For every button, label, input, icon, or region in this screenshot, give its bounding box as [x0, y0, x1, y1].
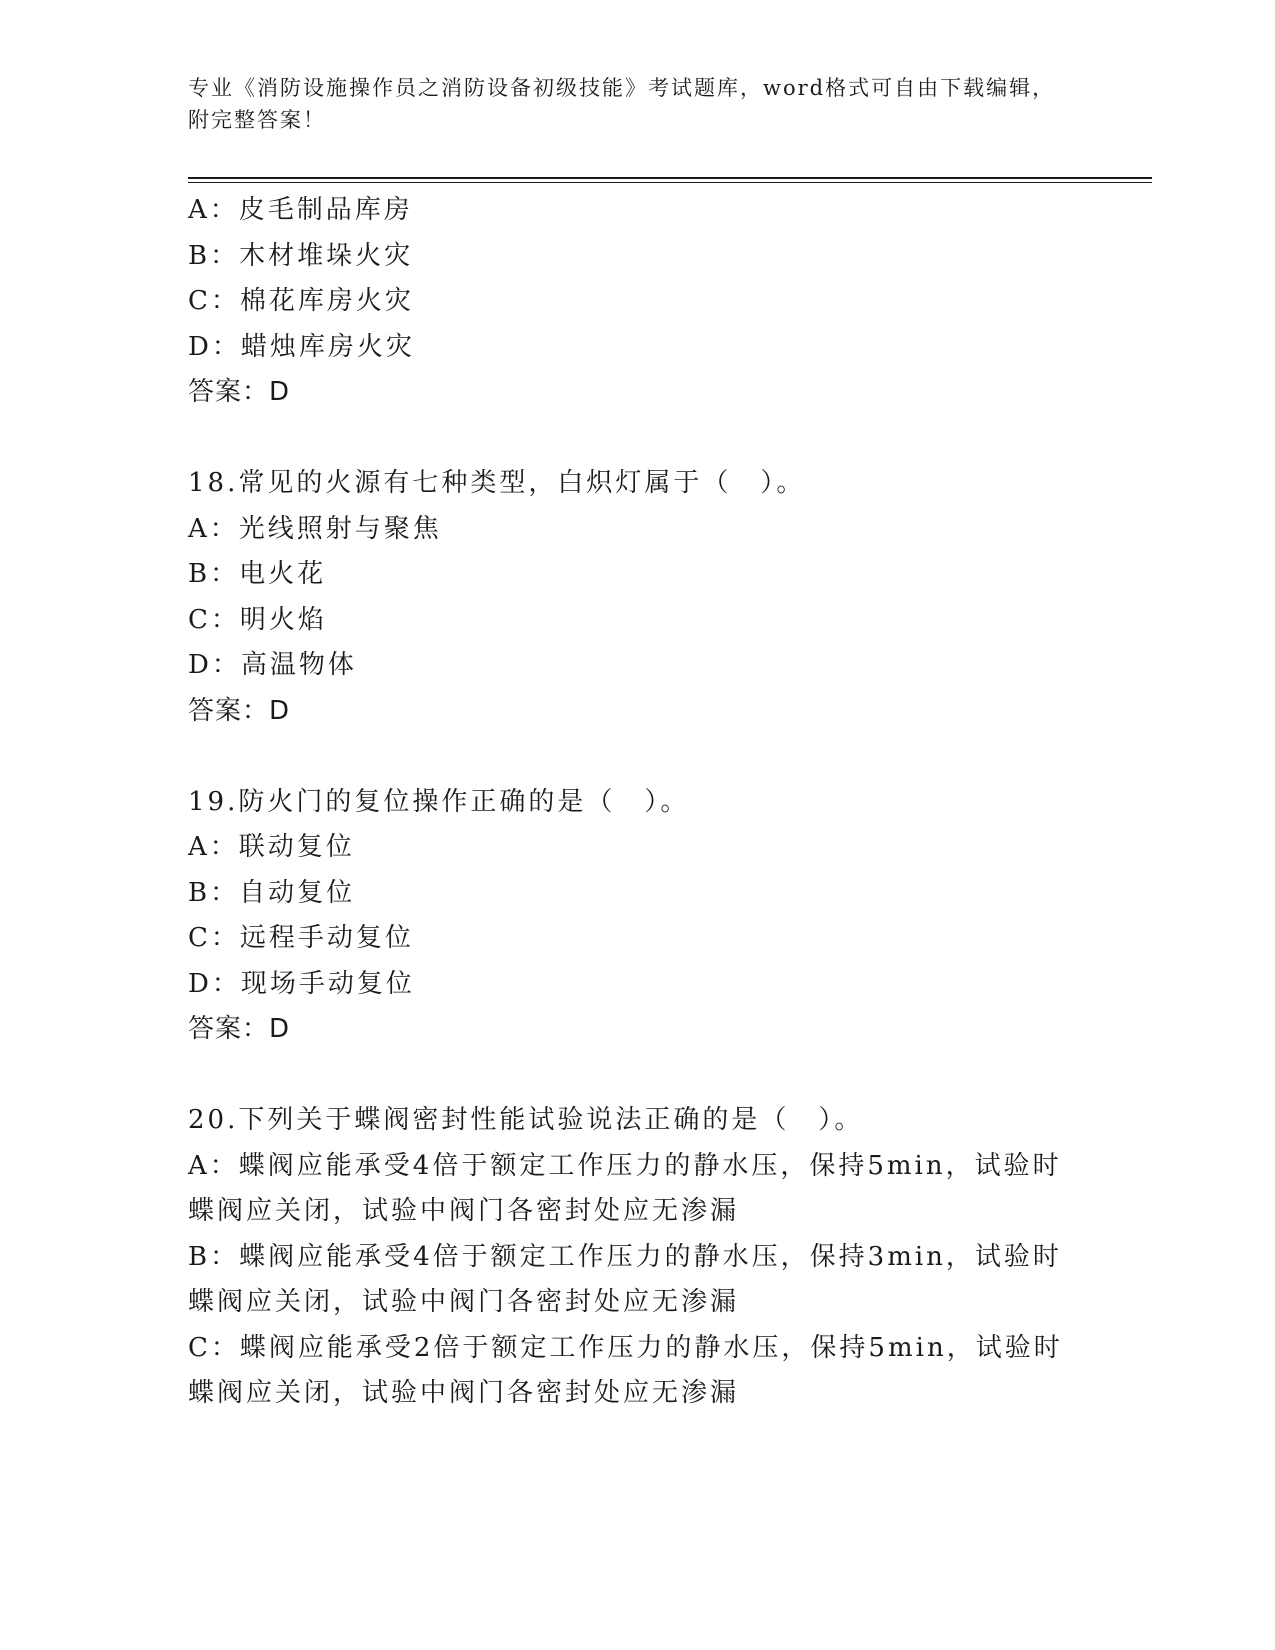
question-18-block: [188, 461, 1088, 734]
question-17-block: [188, 188, 1088, 416]
answer: 答案：D: [188, 377, 291, 407]
option-a: A：光线照射与聚焦: [188, 513, 442, 544]
spacer: [188, 734, 1088, 780]
option-a: A：皮毛制品库房: [188, 195, 413, 225]
option-d: D：现场手动复位: [188, 968, 415, 999]
header-rule-thin: [188, 182, 1152, 183]
document-header: 专业《消防设施操作员之消防设备初级技能》考试题库，word格式可自由下载编辑，附完整答案！: [188, 76, 1056, 132]
option-b: B：木材堆垛火灾: [188, 240, 414, 271]
question-text: 18.常见的火源有七种类型，白炽灯属于（ ）。: [188, 468, 806, 498]
question-text: 20.下列关于蝶阀密封性能试验说法正确的是（ ）。: [188, 1105, 864, 1135]
answer: 答案：D: [188, 695, 291, 726]
question-19-block: [188, 780, 1088, 1053]
document-body: [188, 188, 1088, 1417]
question-text: 19.防火门的复位操作正确的是（ ）。: [188, 786, 690, 817]
option-c: C：明火焰: [188, 604, 327, 635]
spacer: [188, 1053, 1088, 1099]
option-c: C：蝶阀应能承受2倍于额定工作压力的静水压，保持5min，试验时蝶阀应关闭，试验中阀门各密封处应无渗漏: [188, 1332, 1063, 1408]
option-b: B：自动复位: [188, 877, 356, 908]
option-b: B：蝶阀应能承受4倍于额定工作压力的静水压，保持3min，试验时蝶阀应关闭，试验中阀门各密封处应无渗漏: [188, 1241, 1062, 1317]
option-d: D：蜡烛库房火灾: [188, 331, 415, 362]
header-rule-thick: [188, 177, 1152, 179]
option-a: A：联动复位: [188, 832, 355, 862]
option-d: D：高温物体: [188, 650, 357, 680]
spacer: [188, 416, 1088, 462]
option-b: B：电火花: [188, 559, 327, 589]
option-a: A：蝶阀应能承受4倍于额定工作压力的静水压，保持5min，试验时蝶阀应关闭，试验中阀门各密封处应无渗漏: [188, 1150, 1062, 1226]
option-c: C：棉花库房火灾: [188, 286, 414, 316]
option-c: C：远程手动复位: [188, 923, 414, 953]
answer: 答案：D: [188, 1014, 291, 1044]
question-20-block: [188, 1098, 1088, 1417]
